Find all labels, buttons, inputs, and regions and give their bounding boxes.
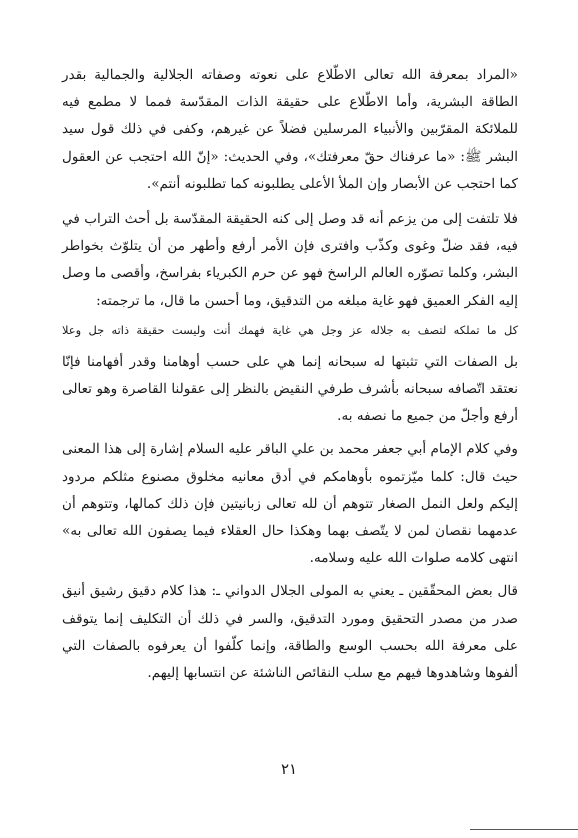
paragraph-dawani: قال بعض المحقّقين ـ يعني به المولى الجلال الدواني ـ: هذا كلام دقيق رشيق أنيق صدر من مصدر التحقيق ومورد التدقيق، والسر في ذلك أن التكليف إنما يتوقف على معرفة الله بحسب الوسع والطاقة، وإنما كلّفوا أن يعرفوه بالصفات التي ألفوها وشاهدوها فيهم مع سلب النقائص الناشئة عن انتسابها إليهم. [62,583,518,682]
paragraph-quote-divine-knowledge: «المراد بمعرفة الله تعالى الاطّلاع على نعوته وصفاته الجلالية والجمالية بقدر الطاقة البشرية، وأما الاطّلاع على حقيقة الذات المقدّسة فمما لا مطمع فيه للملائكة المقرّبين والأنبياء المرسلين فضلاً عن غيرهم، وكفى في ذلك قول سيد البشر ﷺ: «ما عرفناك حقّ معرفتك»، وفي الحديث: «إنّ الله احتجب عن العقول كما احتجب عن الأبصار وإن الملأ الأعلى يطلبونه كما تطلبونه أنتم». [62,67,518,192]
verse-line: كل ما تملكه لتصف به جلاله عز وجل هي غاية فهمك أنت وليست حقيقة ذاته جل وعلا [62,322,518,337]
paragraph-attributes: بل الصفات التي تثبتها له سبحانه إنما هي على حسب أوهامنا وقدر أفهامنا فإنّا نعتقد اتّصافه سبحانه بأشرف طرفي النقيض بالنظر إلى عقولنا القاصرة وهو تعالى أرفع وأجلّ من جميع ما نصفه به. [62,353,518,425]
page-number: ٢١ [280,760,298,778]
bottom-divider [470,829,578,830]
paragraph-imam-baqir: وفي كلام الإمام أبي جعفر محمد بن علي الباقر عليه السلام إشارة إلى هذا المعنى حيث قال: كلما ميّزتموه بأوهامكم في أدق معانيه مخلوق مصنوع مثلكم مردود إليكم ولعل النمل الصغار تتوهم أن لله تعالى زبانيتين فإن ذلك كمالها، وتتوهم أن عدمهما نقصان لمن لا يتّصف بهما وهكذا حال العقلاء فيما يصفون الله تعالى به» انتهى كلامه صلوات الله عليه وسلامه. [62,441,518,567]
paragraph-warning: فلا تلتفت إلى من يزعم أنه قد وصل إلى كنه الحقيقة المقدّسة بل أحث التراب في فيه، فقد ضلّ وغوى وكذّب وافترى فإن الأمر أرفع وأطهر من أن يتلوّث بخواطر البشر، وكلما تصوّره العالم الراسخ فهو عن حرم الكبرياء بفراسخ، وأقصى ما وصل إليه الفكر العميق فهو غاية مبلغه من التدقيق، وما أحسن ما قال، ما ترجمته: [62,211,518,309]
